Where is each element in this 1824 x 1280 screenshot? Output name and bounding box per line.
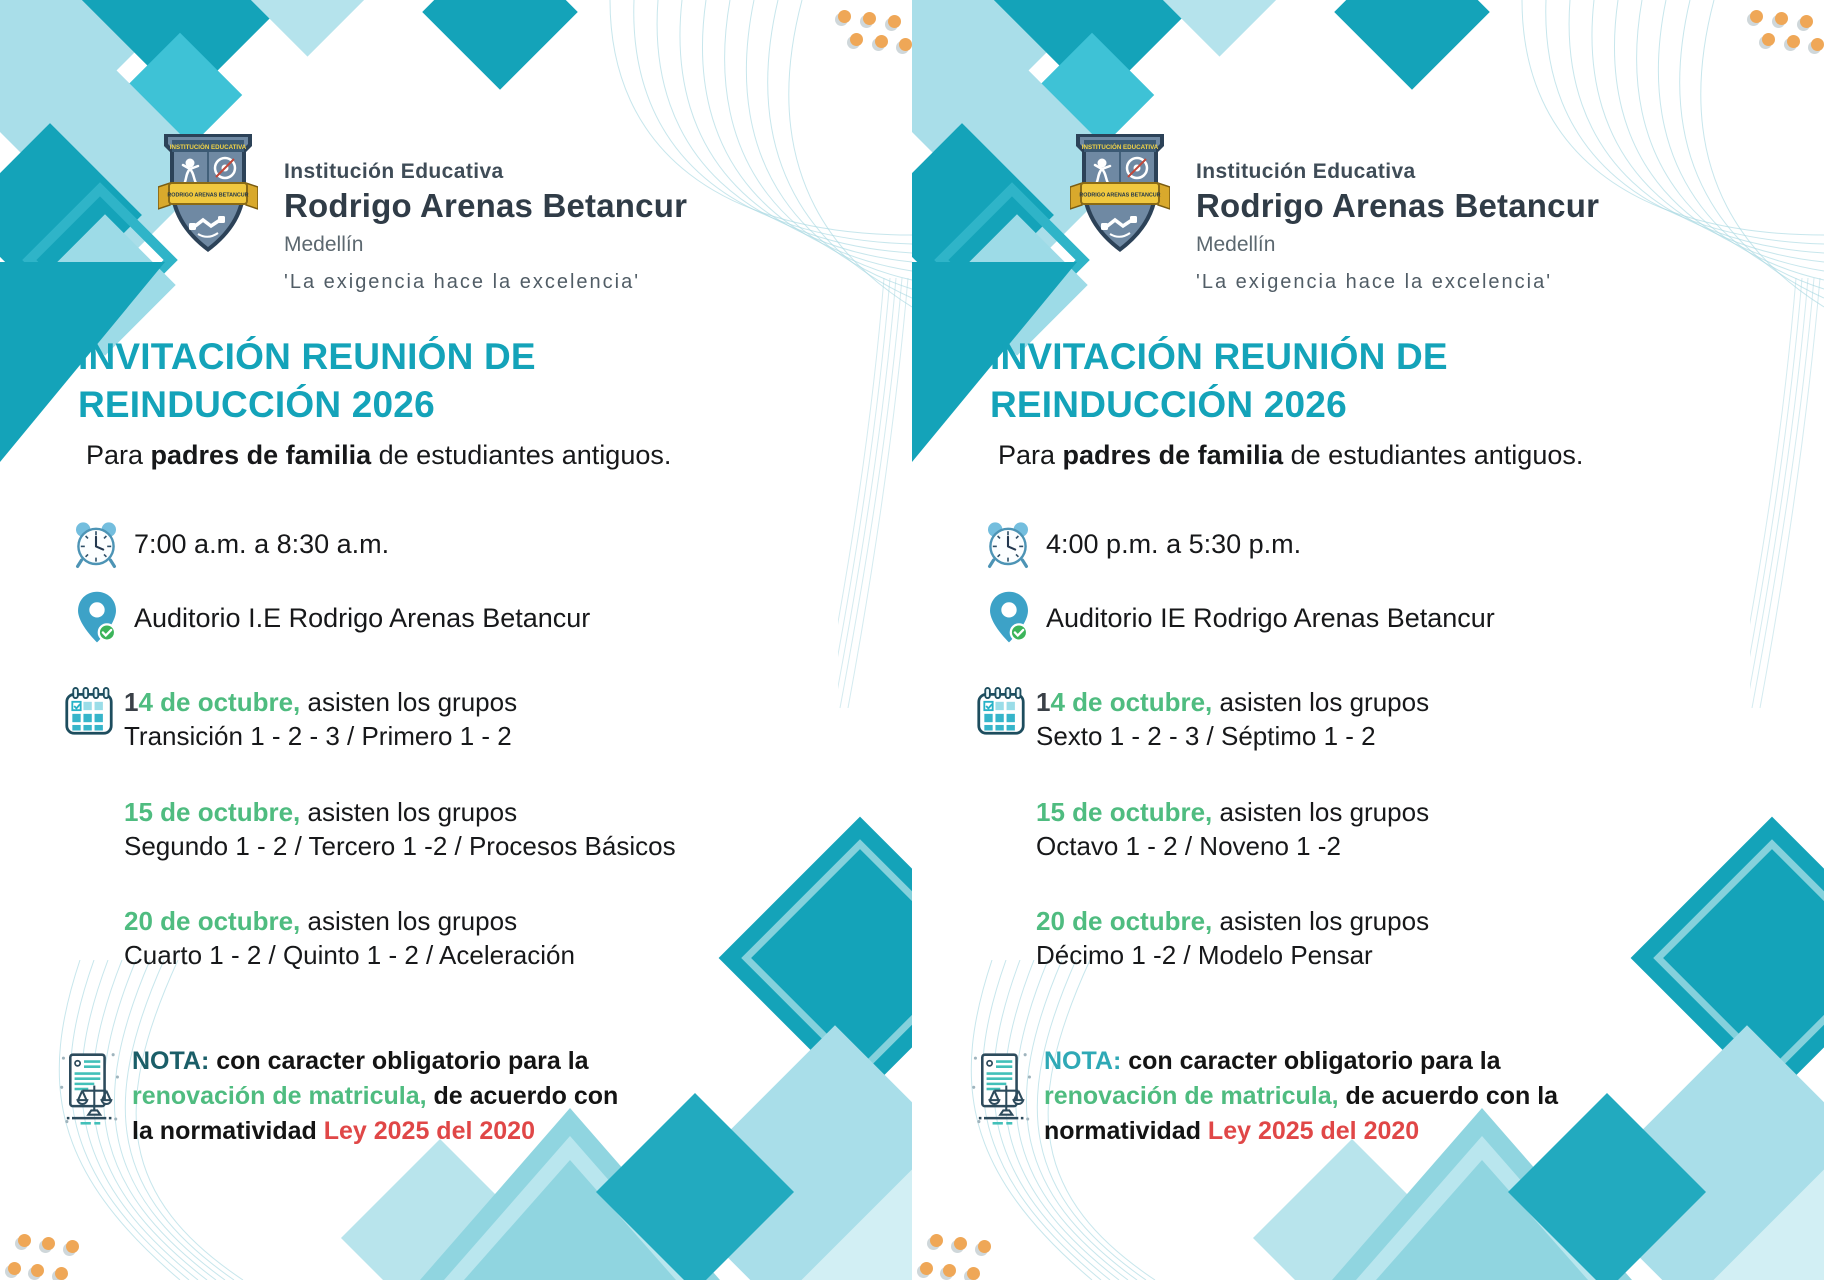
date-groups: Segundo 1 - 2 / Tercero 1 -2 / Procesos Básicos [124,831,676,861]
date-line: 20 de octubre, asisten los grupos [1036,906,1430,936]
crest-banner-text: RODRIGO ARENAS BETANCUR [1079,192,1161,199]
date-entry [124,904,575,972]
document-scales-icon [60,1048,120,1130]
date-groups: Décimo 1 -2 / Modelo Pensar [1036,940,1373,970]
school-header [158,130,687,294]
calendar-icon [64,686,114,738]
date-entry [124,795,676,863]
note-section [60,1042,618,1149]
note-line: renovación de matricula, de acuerdo con [132,1082,619,1110]
institution-name: Rodrigo Arenas Betancur [1196,187,1600,224]
calendar-icon [976,686,1026,738]
institution-motto: 'La exigencia hace la excelencia' [284,271,641,293]
date-groups: Octavo 1 - 2 / Noveno 1 -2 [1036,831,1341,861]
meeting-time: 4:00 p.m. a 5:30 p.m. [1046,528,1302,559]
institution-motto: 'La exigencia hace la excelencia' [1196,271,1553,293]
page-title: INVITACIÓN REUNIÓN DE REINDUCCIÓN 2026 [990,336,1448,425]
note-line: renovación de matricula, de acuerdo con la [1044,1082,1559,1110]
time-row [984,518,1301,570]
flyer-right [912,0,1824,1280]
crest-top-text: INSTITUCIÓN EDUCATIVA [169,144,247,151]
date-entry [124,685,517,753]
date-entry [1036,904,1429,972]
location-row [986,590,1495,646]
note-line: NOTA: con caracter obligatorio para la [1044,1047,1501,1075]
meeting-location: Auditorio I.E Rodrigo Arenas Betancur [134,602,591,633]
institution-label: Institución Educativa [284,160,504,183]
school-crest-logo [1070,130,1170,256]
date-line: 14 de octubre, asisten los grupos [124,687,518,717]
meeting-location: Auditorio IE Rodrigo Arenas Betancur [1046,602,1495,633]
date-line: 14 de octubre, asisten los grupos [1036,687,1430,717]
crest-top-text: INSTITUCIÓN EDUCATIVA [1081,144,1159,151]
note-line: la normatividad Ley 2025 del 2020 [132,1117,535,1145]
institution-name: Rodrigo Arenas Betancur [284,187,688,224]
crest-banner-text: RODRIGO ARENAS BETANCUR [167,192,249,199]
institution-label: Institución Educativa [1196,160,1416,183]
time-row [72,518,389,570]
note-line: normatividad Ley 2025 del 2020 [1044,1117,1420,1145]
subtitle: Para padres de familia de estudiantes antiguos. [86,440,672,470]
note-section [972,1042,1558,1149]
alarm-clock-icon [72,518,120,570]
date-groups: Sexto 1 - 2 - 3 / Séptimo 1 - 2 [1036,721,1376,751]
institution-city: Medellín [1196,233,1276,256]
institution-city: Medellín [284,233,364,256]
subtitle: Para padres de familia de estudiantes antiguos. [998,440,1584,470]
date-entry [1036,795,1429,863]
date-line: 15 de octubre, asisten los grupos [124,797,518,827]
meeting-time: 7:00 a.m. a 8:30 a.m. [134,528,390,559]
location-pin-icon [74,590,120,646]
location-row [74,590,590,646]
date-line: 15 de octubre, asisten los grupos [1036,797,1430,827]
date-entry [1036,685,1429,753]
date-groups: Transición 1 - 2 - 3 / Primero 1 - 2 [124,721,512,751]
page-title: INVITACIÓN REUNIÓN DE REINDUCCIÓN 2026 [78,336,536,425]
school-header [1070,130,1599,294]
document-scales-icon [972,1048,1032,1130]
date-groups: Cuarto 1 - 2 / Quinto 1 - 2 / Aceleración [124,940,575,970]
note-line: NOTA: con caracter obligatorio para la [132,1047,589,1075]
date-line: 20 de octubre, asisten los grupos [124,906,518,936]
school-crest-logo [158,130,258,256]
location-pin-icon [986,590,1032,646]
alarm-clock-icon [984,518,1032,570]
